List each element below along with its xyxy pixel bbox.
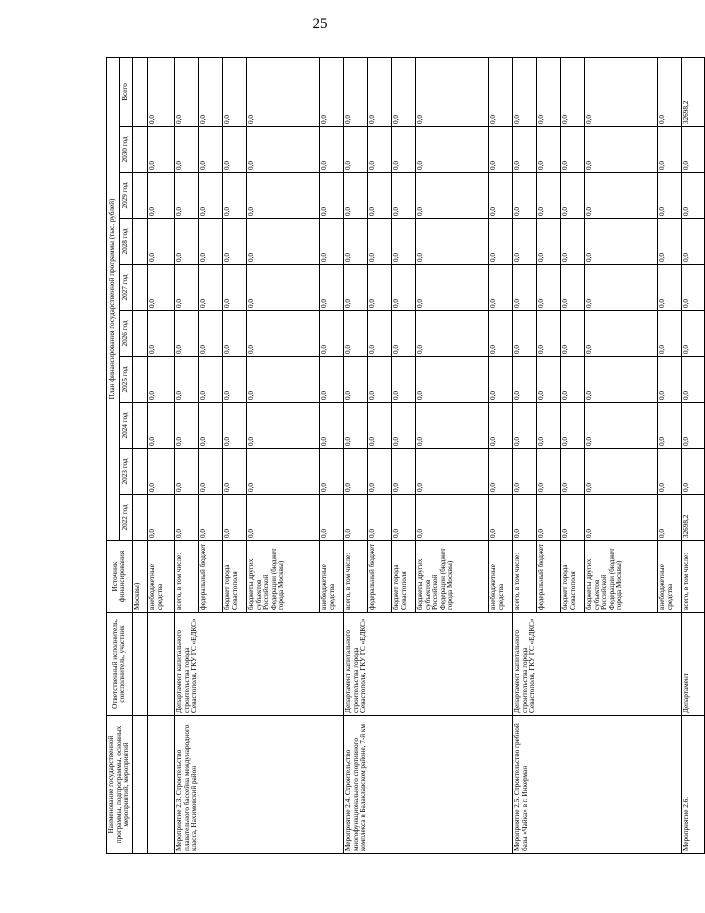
value-cell: 0,0 — [488, 219, 512, 265]
table-row — [132, 57, 147, 853]
value-cell: 0,0 — [415, 219, 488, 265]
table-cell-empty — [132, 57, 147, 126]
value-cell: 0,0 — [415, 265, 488, 311]
value-cell: 0,0 — [391, 265, 415, 311]
value-cell: 0,0 — [343, 219, 367, 265]
value-cell: 0,0 — [343, 127, 367, 173]
value-cell: 0,0 — [198, 311, 222, 357]
value-cell: 0,0 — [319, 219, 343, 265]
value-cell: 0,0 — [147, 357, 174, 403]
value-cell: 0,0 — [657, 265, 681, 311]
value-cell: 0,0 — [246, 219, 319, 265]
value-cell: 0,0 — [536, 173, 560, 219]
table-row — [512, 57, 536, 853]
value-cell: 0,0 — [584, 449, 657, 495]
value-cell: 0,0 — [681, 403, 704, 449]
header-year: 2024 год — [119, 403, 132, 449]
value-cell: 0,0 — [560, 173, 584, 219]
value-cell: 0,0 — [343, 265, 367, 311]
value-cell: 0,0 — [584, 265, 657, 311]
value-cell: 0,0 — [512, 265, 536, 311]
value-cell: 0,0 — [147, 495, 174, 541]
table-row — [174, 57, 198, 853]
table-cell-empty — [132, 613, 147, 716]
value-cell: 0,0 — [415, 173, 488, 219]
value-cell: 0,0 — [198, 173, 222, 219]
value-cell: 0,0 — [319, 265, 343, 311]
financing-table — [106, 57, 705, 854]
responsible-cell: Департамент капитального строительства города Севастополя, ГКУ ГС «ЕДКС» — [512, 613, 681, 716]
value-cell: 0,0 — [174, 127, 198, 173]
value-cell: 0,0 — [536, 495, 560, 541]
value-cell: 0,0 — [367, 495, 391, 541]
value-cell: 0,0 — [246, 127, 319, 173]
total-cell: 0,0 — [488, 57, 512, 126]
value-cell: 0,0 — [198, 495, 222, 541]
value-cell: 0,0 — [560, 311, 584, 357]
value-cell: 0,0 — [246, 403, 319, 449]
value-cell: 0,0 — [147, 449, 174, 495]
value-cell: 0,0 — [560, 495, 584, 541]
source-cell: бюджеты других субъектов Российской Федерации (бюджет города Москвы) — [584, 541, 657, 613]
value-cell: 0,0 — [536, 311, 560, 357]
value-cell: 0,0 — [174, 311, 198, 357]
value-cell: 0,0 — [536, 127, 560, 173]
table-cell-empty — [132, 127, 147, 173]
value-cell: 0,0 — [367, 403, 391, 449]
value-cell: 0,0 — [584, 403, 657, 449]
header-year: 2026 год — [119, 311, 132, 357]
value-cell: 0,0 — [415, 403, 488, 449]
total-cell: 0,0 — [222, 57, 246, 126]
source-cell: всего, в том числе: — [512, 541, 536, 613]
table-cell-empty — [132, 449, 147, 495]
value-cell: 0,0 — [343, 449, 367, 495]
table-row — [681, 57, 704, 853]
source-cell: бюджет города Севастополя — [391, 541, 415, 613]
value-cell: 0,0 — [512, 403, 536, 449]
table-row — [343, 57, 367, 853]
source-cell: бюджеты других субъектов Российской Федерации (бюджет города Москвы) — [246, 541, 319, 613]
table-row — [147, 57, 174, 853]
source-cell: всего, в том числе: — [174, 541, 198, 613]
value-cell: 0,0 — [657, 219, 681, 265]
header-source: Источник финансирования — [107, 541, 133, 613]
value-cell: 0,0 — [174, 265, 198, 311]
value-cell: 0,0 — [681, 173, 704, 219]
value-cell: 0,0 — [222, 219, 246, 265]
value-cell: 0,0 — [681, 127, 704, 173]
value-cell: 0,0 — [367, 449, 391, 495]
value-cell: 0,0 — [343, 403, 367, 449]
source-cell: Москвы) — [132, 541, 147, 613]
value-cell: 0,0 — [367, 219, 391, 265]
value-cell: 0,0 — [319, 495, 343, 541]
header-year: 2022 год — [119, 495, 132, 541]
header-responsible: Ответственный исполнитель, соисполнитель, участник — [107, 613, 133, 716]
value-cell: 0,0 — [415, 357, 488, 403]
value-cell: 0,0 — [367, 311, 391, 357]
value-cell: 0,0 — [391, 357, 415, 403]
value-cell: 0,0 — [415, 495, 488, 541]
value-cell: 0,0 — [560, 449, 584, 495]
header-year: 2030 год — [119, 127, 132, 173]
total-cell: 0,0 — [147, 57, 174, 126]
header-total: Всего — [119, 57, 132, 126]
value-cell: 0,0 — [222, 173, 246, 219]
source-cell: федеральный бюджет — [198, 541, 222, 613]
value-cell: 0,0 — [367, 265, 391, 311]
value-cell: 0,0 — [147, 219, 174, 265]
table-cell-empty — [132, 173, 147, 219]
total-cell: 32698,2 — [681, 57, 704, 126]
value-cell: 0,0 — [319, 449, 343, 495]
value-cell: 0,0 — [222, 495, 246, 541]
value-cell: 0,0 — [560, 265, 584, 311]
total-cell: 0,0 — [560, 57, 584, 126]
value-cell: 0,0 — [536, 219, 560, 265]
value-cell: 0,0 — [147, 403, 174, 449]
value-cell: 32698,2 — [681, 495, 704, 541]
total-cell: 0,0 — [415, 57, 488, 126]
value-cell: 0,0 — [584, 357, 657, 403]
value-cell: 0,0 — [488, 173, 512, 219]
value-cell: 0,0 — [198, 449, 222, 495]
responsible-cell: Департамент капитального строительства города Севастополя, ГКУ ГС «ЕДКС» — [343, 613, 512, 716]
value-cell: 0,0 — [657, 357, 681, 403]
total-cell: 0,0 — [536, 57, 560, 126]
header-year: 2029 год — [119, 173, 132, 219]
value-cell: 0,0 — [584, 219, 657, 265]
header-year: 2023 год — [119, 449, 132, 495]
value-cell: 0,0 — [246, 495, 319, 541]
value-cell: 0,0 — [367, 173, 391, 219]
value-cell: 0,0 — [319, 403, 343, 449]
value-cell: 0,0 — [198, 265, 222, 311]
source-cell: бюджет города Севастополя — [222, 541, 246, 613]
value-cell: 0,0 — [536, 449, 560, 495]
value-cell: 0,0 — [147, 127, 174, 173]
value-cell: 0,0 — [343, 173, 367, 219]
table-cell-empty — [132, 219, 147, 265]
value-cell: 0,0 — [174, 219, 198, 265]
value-cell: 0,0 — [246, 265, 319, 311]
value-cell: 0,0 — [512, 495, 536, 541]
responsible-cell: Департамент капитального строительства города Севастополя, ГКУ ГС «ЕДКС» — [174, 613, 343, 716]
source-cell: внебюджетные средства — [488, 541, 512, 613]
value-cell: 0,0 — [198, 403, 222, 449]
value-cell: 0,0 — [512, 219, 536, 265]
value-cell: 0,0 — [681, 219, 704, 265]
source-cell: федеральный бюджет — [536, 541, 560, 613]
total-cell: 0,0 — [367, 57, 391, 126]
value-cell: 0,0 — [246, 173, 319, 219]
value-cell: 0,0 — [584, 127, 657, 173]
measure-name-cell: Мероприятие 2.6. — [681, 716, 704, 854]
value-cell: 0,0 — [246, 357, 319, 403]
value-cell: 0,0 — [222, 127, 246, 173]
value-cell: 0,0 — [147, 173, 174, 219]
value-cell: 0,0 — [584, 495, 657, 541]
value-cell: 0,0 — [174, 173, 198, 219]
source-cell: федеральный бюджет — [367, 541, 391, 613]
value-cell: 0,0 — [391, 403, 415, 449]
value-cell: 0,0 — [560, 403, 584, 449]
total-cell: 0,0 — [198, 57, 222, 126]
value-cell: 0,0 — [536, 265, 560, 311]
page-number: 25 — [312, 16, 328, 32]
total-cell: 0,0 — [512, 57, 536, 126]
value-cell: 0,0 — [343, 357, 367, 403]
value-cell: 0,0 — [560, 219, 584, 265]
value-cell: 0,0 — [391, 219, 415, 265]
value-cell: 0,0 — [174, 495, 198, 541]
value-cell: 0,0 — [415, 449, 488, 495]
value-cell: 0,0 — [222, 265, 246, 311]
total-cell: 0,0 — [343, 57, 367, 126]
value-cell: 0,0 — [488, 311, 512, 357]
responsible-cell — [147, 613, 174, 716]
value-cell: 0,0 — [222, 403, 246, 449]
source-cell: внебюджетные средства — [319, 541, 343, 613]
value-cell: 0,0 — [147, 265, 174, 311]
table-cell-empty — [132, 716, 147, 854]
value-cell: 0,0 — [174, 403, 198, 449]
value-cell: 0,0 — [174, 357, 198, 403]
source-cell: бюджеты других субъектов Российской Федерации (бюджет города Москвы) — [415, 541, 488, 613]
value-cell: 0,0 — [198, 127, 222, 173]
value-cell: 0,0 — [488, 127, 512, 173]
measure-name-cell: Мероприятие 2.5. Строительство гребной базы «Чайка» в г. Инкерман — [512, 716, 681, 854]
value-cell: 0,0 — [246, 311, 319, 357]
value-cell: 0,0 — [488, 265, 512, 311]
table-cell-empty — [132, 357, 147, 403]
value-cell: 0,0 — [560, 357, 584, 403]
header-year: 2028 год — [119, 219, 132, 265]
measure-name-cell — [147, 716, 174, 854]
value-cell: 0,0 — [319, 357, 343, 403]
value-cell: 0,0 — [488, 449, 512, 495]
value-cell: 0,0 — [222, 357, 246, 403]
value-cell: 0,0 — [488, 403, 512, 449]
value-cell: 0,0 — [198, 219, 222, 265]
value-cell: 0,0 — [512, 173, 536, 219]
value-cell: 0,0 — [681, 449, 704, 495]
value-cell: 0,0 — [222, 311, 246, 357]
value-cell: 0,0 — [367, 127, 391, 173]
total-cell: 0,0 — [246, 57, 319, 126]
value-cell: 0,0 — [681, 311, 704, 357]
value-cell: 0,0 — [246, 449, 319, 495]
total-cell: 0,0 — [391, 57, 415, 126]
value-cell: 0,0 — [681, 265, 704, 311]
value-cell: 0,0 — [657, 127, 681, 173]
value-cell: 0,0 — [681, 357, 704, 403]
value-cell: 0,0 — [488, 357, 512, 403]
value-cell: 0,0 — [512, 311, 536, 357]
value-cell: 0,0 — [319, 173, 343, 219]
value-cell: 0,0 — [512, 127, 536, 173]
source-cell: внебюджетные средства — [147, 541, 174, 613]
value-cell: 0,0 — [657, 449, 681, 495]
measure-name-cell: Мероприятие 2.3. Строительство плавательного бассейна международного класса, Нахимовский район — [174, 716, 343, 854]
value-cell: 0,0 — [319, 127, 343, 173]
value-cell: 0,0 — [343, 495, 367, 541]
total-cell: 0,0 — [174, 57, 198, 126]
total-cell: 0,0 — [584, 57, 657, 126]
source-cell: всего, в том числе: — [681, 541, 704, 613]
value-cell: 0,0 — [367, 357, 391, 403]
value-cell: 0,0 — [560, 127, 584, 173]
responsible-cell: Департамент — [681, 613, 704, 716]
source-cell: всего, в том числе: — [343, 541, 367, 613]
value-cell: 0,0 — [415, 311, 488, 357]
value-cell: 0,0 — [391, 449, 415, 495]
value-cell: 0,0 — [343, 311, 367, 357]
value-cell: 0,0 — [512, 357, 536, 403]
value-cell: 0,0 — [198, 357, 222, 403]
measure-name-cell: Мероприятие 2.4. Строительство многофункционального спортивного комплекса в Балаклавском районе, 7-й км — [343, 716, 512, 854]
source-cell: бюджет города Севастополя — [560, 541, 584, 613]
value-cell: 0,0 — [391, 127, 415, 173]
table-cell-empty — [132, 495, 147, 541]
table-cell-empty — [132, 403, 147, 449]
value-cell: 0,0 — [657, 403, 681, 449]
value-cell: 0,0 — [657, 311, 681, 357]
value-cell: 0,0 — [415, 127, 488, 173]
value-cell: 0,0 — [657, 495, 681, 541]
value-cell: 0,0 — [391, 311, 415, 357]
value-cell: 0,0 — [536, 403, 560, 449]
value-cell: 0,0 — [536, 357, 560, 403]
value-cell: 0,0 — [391, 173, 415, 219]
table-cell-empty — [132, 265, 147, 311]
header-name: Наименование государственной программы, подпрограммы, основных мероприятий, мероприятий — [107, 716, 133, 854]
value-cell: 0,0 — [657, 173, 681, 219]
value-cell: 0,0 — [319, 311, 343, 357]
table-cell-empty — [132, 311, 147, 357]
value-cell: 0,0 — [488, 495, 512, 541]
total-cell: 0,0 — [657, 57, 681, 126]
value-cell: 0,0 — [584, 311, 657, 357]
value-cell: 0,0 — [584, 173, 657, 219]
table-body — [132, 57, 704, 853]
header-row-top — [107, 57, 120, 853]
header-plan: План финансирования государственной программы (тыс. рублей) — [107, 57, 120, 540]
total-cell: 0,0 — [319, 57, 343, 126]
source-cell: внебюджетные средства — [657, 541, 681, 613]
value-cell: 0,0 — [512, 449, 536, 495]
header-year: 2027 год — [119, 265, 132, 311]
rotated-table-wrapper — [106, 58, 690, 854]
value-cell: 0,0 — [222, 449, 246, 495]
value-cell: 0,0 — [147, 311, 174, 357]
value-cell: 0,0 — [391, 495, 415, 541]
header-year: 2025 год — [119, 357, 132, 403]
value-cell: 0,0 — [174, 449, 198, 495]
